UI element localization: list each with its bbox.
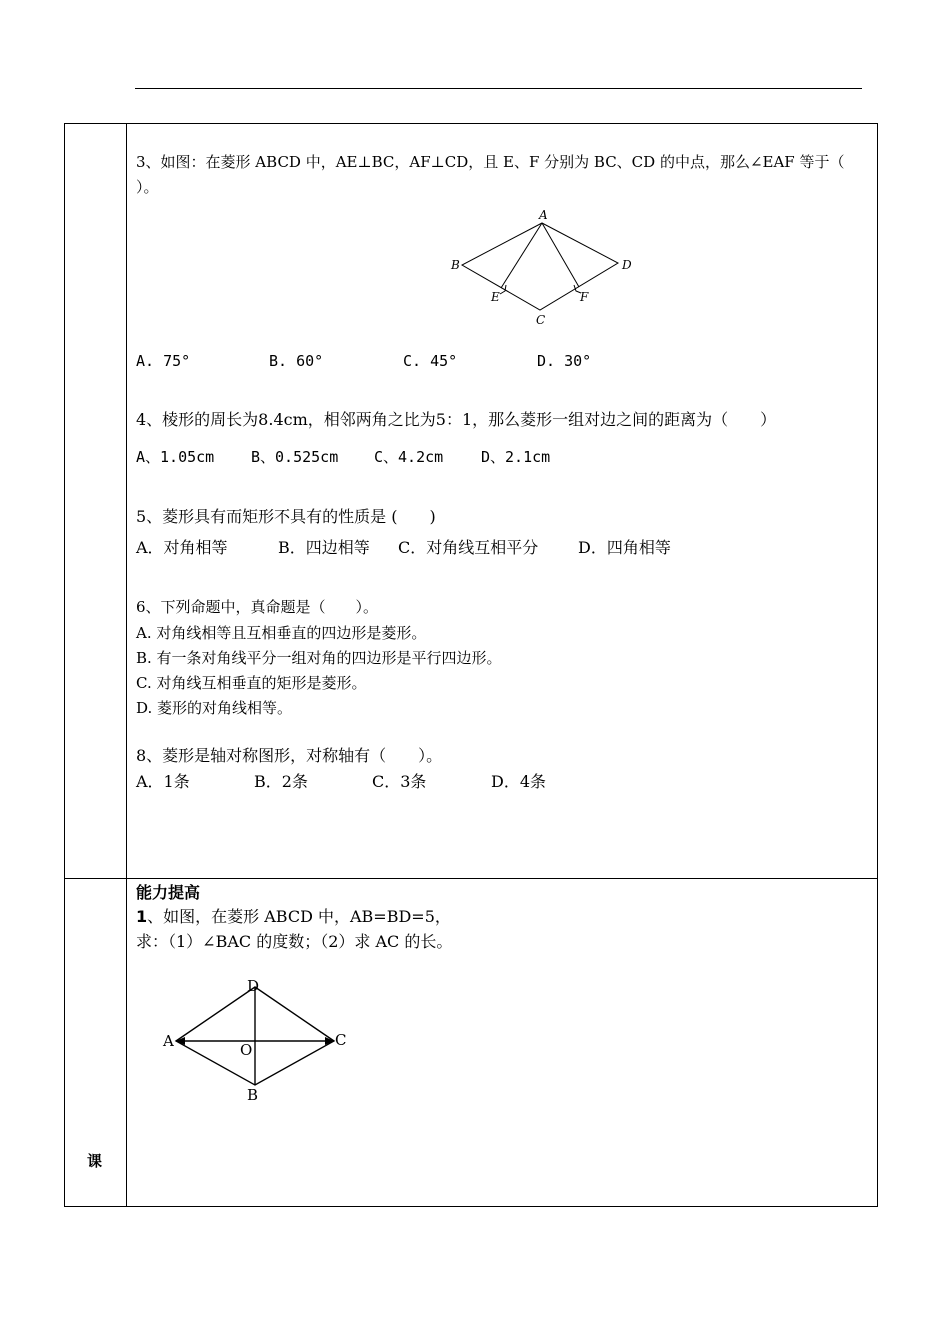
- q3-text-line2: ）。: [136, 178, 159, 196]
- q3-option-c: C. 45°: [403, 352, 458, 370]
- side-column-label: 课: [87, 1152, 103, 1170]
- q6-option-d: D. 菱形的对角线相等。: [136, 699, 293, 717]
- q4-option-c: C、4.2cm: [374, 448, 444, 466]
- problem-1-text: 、如图，在菱形 ABCD 中，AB=BD=5，: [147, 907, 451, 926]
- q3-segment-ae: [501, 223, 542, 288]
- q3-label-a: A: [539, 208, 548, 222]
- q3-label-c: C: [536, 313, 546, 327]
- q6-option-b: B. 有一条对角线平分一组对角的四边形是平行四边形。: [136, 649, 502, 667]
- problem-1-number: 1: [136, 907, 148, 926]
- problem-1-statement: [136, 907, 451, 927]
- q6-option-c: C. 对角线互相垂直的矩形是菱形。: [136, 674, 367, 692]
- q5-option-d: D．四角相等: [578, 538, 671, 557]
- row-divider: [64, 878, 878, 879]
- q3-rhombus-outline: [462, 223, 618, 310]
- p1-label-d: D: [247, 977, 260, 995]
- p1-label-a: A: [163, 1032, 174, 1050]
- q3-option-a: A. 75°: [136, 352, 191, 370]
- column-divider: [126, 123, 127, 1207]
- q5-option-b: B．四边相等: [278, 538, 370, 557]
- q5-option-a: A．对角相等: [136, 538, 228, 557]
- q3-right-angle-e: [500, 285, 506, 294]
- q6-option-a: A. 对角线相等且互相垂直的四边形是菱形。: [136, 624, 427, 642]
- q4-option-a: A、1.05cm: [136, 448, 215, 466]
- q6-text: 6、下列命题中，真命题是（ ）。: [136, 598, 379, 616]
- q8-option-c: C．3条: [372, 772, 427, 791]
- p1-label-c: C: [335, 1031, 347, 1049]
- q3-label-e: E: [491, 290, 500, 304]
- q8-option-d: D．4条: [491, 772, 547, 791]
- header-rule: [135, 88, 862, 89]
- q3-label-f: F: [580, 290, 589, 304]
- q3-option-b: B. 60°: [269, 352, 324, 370]
- q5-text: 5、菱形具有而矩形不具有的性质是 ( ): [136, 507, 436, 526]
- q3-option-d: D. 30°: [537, 352, 592, 370]
- q8-option-b: B．2条: [254, 772, 308, 791]
- q4-text: 4、棱形的周长为8.4cm，相邻两角之比为5：1，那么菱形一组对边之间的距离为（ ）: [136, 410, 777, 429]
- q3-rhombus-figure: [440, 205, 640, 330]
- section-heading: 能力提高: [136, 883, 201, 902]
- q5-option-c: C．对角线互相平分: [398, 538, 539, 557]
- p1-label-b: B: [247, 1086, 259, 1104]
- q3-label-d: D: [622, 258, 632, 272]
- q8-option-a: A．1条: [136, 772, 190, 791]
- q3-text-line1: 3、如图：在菱形 ABCD 中，AE⊥BC，AF⊥CD，且 E、F 分别为 BC、CD 的中点，那么∠EAF 等于（: [136, 153, 845, 171]
- q3-label-b: B: [451, 258, 460, 272]
- q8-text: 8、菱形是轴对称图形，对称轴有（ ）。: [136, 746, 443, 765]
- q4-option-b: B、0.525cm: [251, 448, 339, 466]
- q4-option-d: D、2.1cm: [481, 448, 551, 466]
- p1-label-o: O: [240, 1041, 253, 1059]
- problem-1-question: 求：（1）∠BAC 的度数；（2）求 AC 的长。: [136, 932, 453, 951]
- problem-1-rhombus-figure: [158, 972, 358, 1107]
